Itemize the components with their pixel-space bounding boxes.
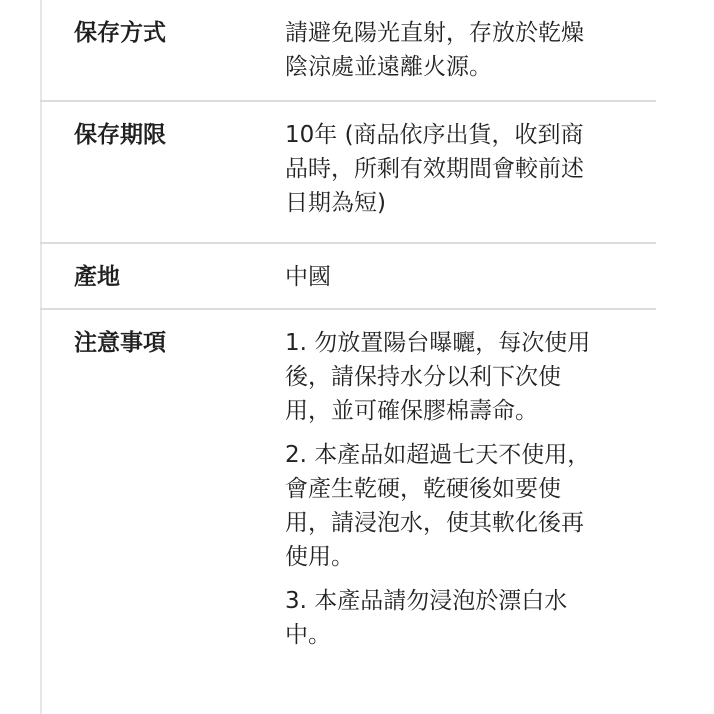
spec-value-line: 日期為短) [285,190,386,216]
note-line: 2. 本產品如超過七天不使用， [285,442,591,468]
note-line: 1. 勿放置陽台曝曬，每次使用 [285,330,591,356]
spec-label-storage: 保存方式 [74,20,166,46]
spec-value-line: 10年 (商品依序出貨，收到商 [285,122,584,148]
spec-label-notes: 注意事項 [74,330,166,356]
spec-label-shelf-life: 保存期限 [74,122,166,148]
spec-value-line: 中國 [285,264,331,290]
spec-value-line: 陰涼處並遠離火源。 [285,54,492,80]
spec-row-shelf-life [40,102,656,244]
spec-value-origin [285,260,650,294]
spec-value-line: 品時，所剩有效期間會較前述 [285,156,584,182]
spec-row-storage [40,0,656,102]
note-item-2 [285,438,650,574]
note-line: 後，請保持水分以利下次使 [285,364,561,390]
spec-row-notes [40,310,656,710]
spec-value-storage [285,16,650,84]
note-line: 用，請浸泡水，使其軟化後再 [285,510,584,536]
note-item-3 [285,584,650,652]
note-line: 中。 [285,622,331,648]
spec-row-origin [40,244,656,310]
spec-value-line: 請避免陽光直射，存放於乾燥 [285,20,584,46]
note-line: 會產生乾硬，乾硬後如要使 [285,476,561,502]
spec-value-shelf-life [285,118,650,220]
note-item-1 [285,326,650,428]
note-line: 3. 本產品請勿浸泡於漂白水 [285,588,568,614]
note-line: 使用。 [285,544,354,570]
spec-label-origin: 產地 [74,264,120,290]
product-spec-table [40,0,656,710]
note-line: 用，並可確保膠棉壽命。 [285,398,538,424]
spec-value-notes [285,326,650,652]
